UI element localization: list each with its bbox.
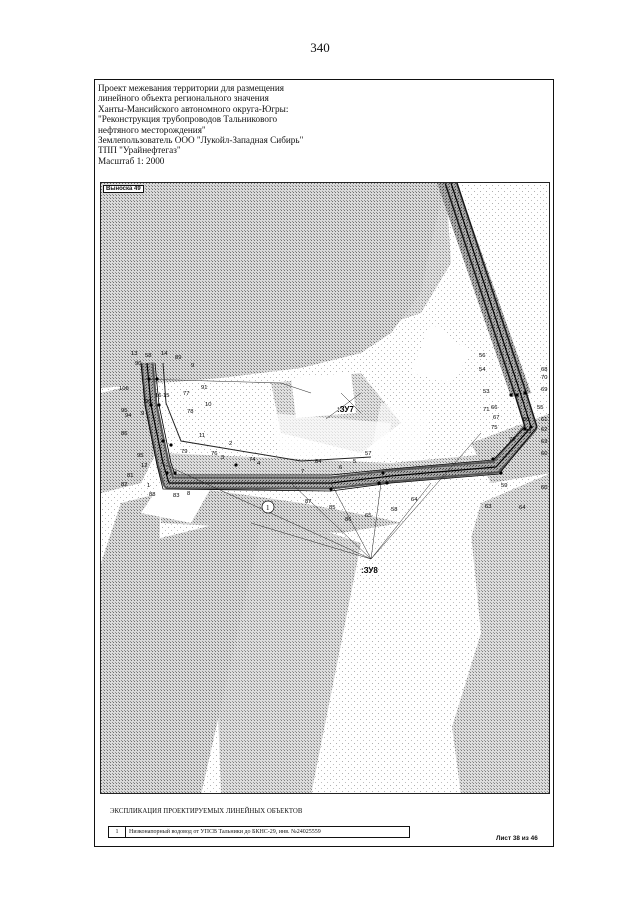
point-label: 9: [141, 411, 145, 417]
map-drawing: [101, 183, 550, 794]
point-label: 89: [175, 355, 182, 361]
point-label: 9: [191, 363, 195, 369]
legend-table: [108, 826, 410, 838]
point-label: 5: [353, 459, 357, 465]
point-label: 68: [541, 367, 548, 373]
point-label: 2: [229, 441, 233, 447]
sheet-label: Лист 38 из 46: [496, 835, 538, 842]
point-label: 6: [339, 465, 343, 471]
point-label: 8: [187, 491, 191, 497]
page-number: 340: [310, 40, 330, 55]
point-label: 63: [541, 439, 548, 445]
parcel-label-zu7: :ЗУ7: [337, 405, 354, 414]
point-label: 16: [155, 393, 162, 399]
point-label: 106: [119, 386, 129, 392]
point-label: 7: [301, 469, 305, 475]
point-label: 70: [541, 375, 548, 381]
point-label: 81: [127, 473, 134, 479]
point-label: 12: [141, 463, 148, 469]
header-line: ТПП "Урайнефтегаз": [98, 145, 181, 156]
point-label: 75: [491, 425, 498, 431]
header-block: [98, 83, 398, 166]
point-label: 64: [411, 497, 418, 503]
point-label: 95: [137, 453, 144, 459]
point-label: 88: [149, 492, 156, 498]
point-label: 74: [249, 457, 256, 463]
header-line: линейного объекта регионального значения: [98, 93, 269, 104]
header-line: нефтяного месторождения": [98, 124, 206, 135]
point-label: 3: [221, 455, 225, 461]
point-label: 57: [365, 451, 372, 457]
point-label: 55: [537, 405, 544, 411]
point-label: 64: [519, 505, 526, 511]
point-label: 77: [183, 391, 190, 397]
point-label: 76: [211, 451, 218, 457]
clearing: [371, 403, 431, 463]
inset-label: Выноска 49: [103, 185, 144, 193]
point-label: 85: [329, 505, 336, 511]
point-label: 91: [201, 385, 208, 391]
point-label: 87: [305, 499, 312, 505]
point-label: 60: [541, 451, 548, 457]
point-label: 13: [131, 351, 138, 357]
map-frame: [100, 182, 550, 794]
point-label: 1: [147, 483, 151, 489]
point-label: 14: [161, 351, 168, 357]
header-line: Землепользователь ООО "Лукойл-Западная Сибирь": [98, 135, 304, 146]
header-line: Ханты-Мансийского автономного округа-Югры:: [98, 103, 289, 114]
point-label: 53: [483, 389, 490, 395]
point-label: 59: [501, 483, 508, 489]
legend-title: ЭКСПЛИКАЦИЯ ПРОЕКТИРУЕМЫХ ЛИНЕЙНЫХ ОБЪЕКТОВ: [110, 808, 303, 815]
point-label: 73: [525, 429, 532, 435]
point-label: 95: [121, 408, 128, 414]
point-label: 67: [493, 415, 500, 421]
circled-label: 1: [266, 504, 270, 512]
point-label: 79: [181, 449, 188, 455]
point-label: 66: [491, 405, 498, 411]
header-line: "Реконструкция трубопроводов Тальникового: [98, 114, 278, 125]
point-label: 61: [541, 417, 548, 423]
point-label: 71: [483, 407, 490, 413]
parcel-label-zu8: :ЗУ8: [361, 566, 378, 575]
point-label: 4: [257, 461, 261, 467]
header-line: Проект межевания территории для размещения: [98, 83, 284, 93]
point-label: 96: [145, 399, 152, 405]
point-label: 62: [541, 427, 548, 433]
point-label: 72: [509, 437, 516, 443]
point-label: 84: [315, 459, 322, 465]
point-label: 82: [121, 482, 128, 488]
point-label: 80: [523, 417, 530, 423]
legend-row-number: 1: [109, 827, 126, 837]
point-label: 56: [479, 353, 486, 359]
scale-line: Масштаб 1: 2000: [98, 155, 165, 166]
point-label: 60: [541, 485, 548, 491]
point-label: 54: [479, 367, 486, 373]
legend-row-text: Низконапорный водовод от УПСВ Тальники до БКНС-29, инв. №24025559: [129, 829, 321, 835]
point-label: 58: [391, 507, 398, 513]
point-label: 65: [365, 513, 372, 519]
point-label: 63: [485, 504, 492, 510]
point-label: 90: [135, 361, 142, 367]
point-label: 78: [187, 409, 194, 415]
point-label: 86: [121, 431, 128, 437]
point-label: 10: [205, 402, 212, 408]
point-label: 69: [541, 387, 548, 393]
point-label: 58: [145, 353, 152, 359]
point-label: 86: [345, 517, 352, 523]
point-label: 83: [173, 493, 180, 499]
point-label: 15: [163, 393, 170, 399]
point-label: 11: [199, 433, 206, 439]
point-label: 94: [125, 413, 132, 419]
